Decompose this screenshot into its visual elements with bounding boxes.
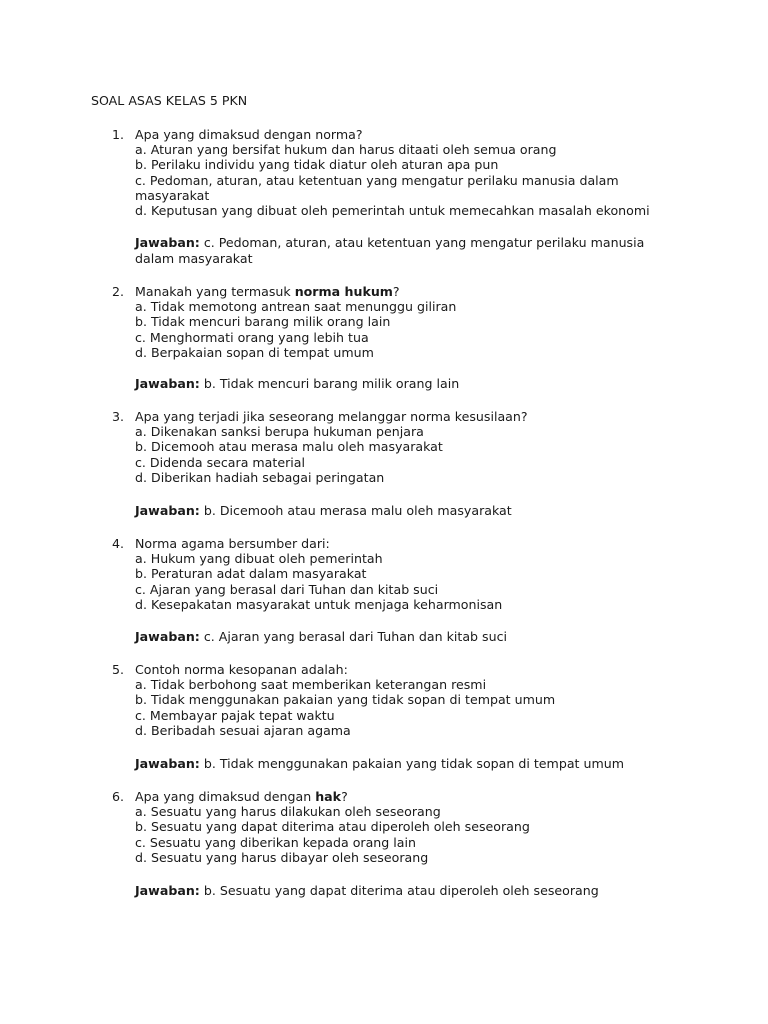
answer-label: Jawaban: xyxy=(135,376,200,391)
question-body xyxy=(135,789,665,865)
option-b: b. Tidak mencuri barang milik orang lain xyxy=(135,314,391,330)
answer-label: Jawaban: xyxy=(135,883,200,898)
option-c: c. Didenda secara material xyxy=(135,454,305,470)
option-c: c. Pedoman, aturan, atau ketentuan yang mengatur perilaku manusia dalam masyarakat xyxy=(135,172,619,203)
question-body xyxy=(135,536,665,612)
option-a: a. Tidak berbohong saat memberikan keterangan resmi xyxy=(135,677,487,693)
option-d: d. Sesuatu yang harus dibayar oleh seseorang xyxy=(135,849,429,865)
option-c: c. Ajaran yang berasal dari Tuhan dan kitab suci xyxy=(135,581,439,597)
answer-label: Jawaban: xyxy=(135,235,200,250)
answer-text: b. Sesuatu yang dapat diterima atau diperoleh oleh seseorang xyxy=(203,883,599,898)
stem-bold-term: hak xyxy=(315,789,342,804)
question-body xyxy=(135,409,665,485)
option-d: d. Berpakaian sopan di tempat umum xyxy=(135,344,374,360)
option-a: a. Sesuatu yang harus dilakukan oleh seseorang xyxy=(135,804,441,820)
question-number: 3. xyxy=(112,409,125,424)
question-number: 2. xyxy=(112,284,125,299)
answer-6 xyxy=(135,883,665,899)
stem-text: Apa yang dimaksud dengan xyxy=(135,789,316,804)
answer-1 xyxy=(135,235,655,266)
question-number: 5. xyxy=(112,662,125,677)
stem-bold-term: norma hukum xyxy=(294,284,393,299)
stem-text-end: ? xyxy=(341,789,348,804)
option-a: a. Dikenakan sanksi berupa hukuman penjara xyxy=(135,424,424,440)
answer-4 xyxy=(135,629,665,645)
question-stem: Apa yang dimaksud dengan norma? xyxy=(135,127,363,142)
option-c: c. Membayar pajak tepat waktu xyxy=(135,707,335,723)
question-body xyxy=(135,662,665,738)
option-a: a. Hukum yang dibuat oleh pemerintah xyxy=(135,551,383,567)
answer-text: b. Dicemooh atau merasa malu oleh masyarakat xyxy=(203,503,512,518)
option-c: c. Menghormati orang yang lebih tua xyxy=(135,329,369,345)
option-b: b. Sesuatu yang dapat diterima atau diperoleh oleh seseorang xyxy=(135,819,530,835)
question-number: 1. xyxy=(112,127,125,142)
option-b: b. Dicemooh atau merasa malu oleh masyarakat xyxy=(135,439,443,455)
option-b: b. Perilaku individu yang tidak diatur oleh aturan apa pun xyxy=(135,157,499,173)
answer-text: c. Pedoman, aturan, atau ketentuan yang mengatur perilaku manusia dalam masyarakat xyxy=(135,235,645,266)
question-body xyxy=(135,127,665,218)
option-d: d. Diberikan hadiah sebagai peringatan xyxy=(135,469,385,485)
question-stem xyxy=(135,284,665,299)
option-a: a. Aturan yang bersifat hukum dan harus ditaati oleh semua orang xyxy=(135,142,557,158)
answer-3 xyxy=(135,503,665,519)
stem-text-end: ? xyxy=(392,284,400,299)
option-d: d. Kesepakatan masyarakat untuk menjaga keharmonisan xyxy=(135,596,503,612)
answer-2 xyxy=(135,376,665,392)
answer-label: Jawaban: xyxy=(135,503,200,518)
answer-5 xyxy=(135,756,665,772)
document-title: SOAL ASAS KELAS 5 PKN xyxy=(91,93,248,108)
option-c: c. Sesuatu yang diberikan kepada orang lain xyxy=(135,834,416,850)
option-d: d. Keputusan yang dibuat oleh pemerintah untuk memecahkan masalah ekonomi xyxy=(135,203,650,219)
option-b: b. Peraturan adat dalam masyarakat xyxy=(135,566,367,582)
stem-text: Manakah yang termasuk xyxy=(135,284,295,299)
option-a: a. Tidak memotong antrean saat menunggu giliran xyxy=(135,299,457,315)
question-number: 4. xyxy=(112,536,125,551)
answer-text: b. Tidak menggunakan pakaian yang tidak sopan di tempat umum xyxy=(203,756,624,771)
question-stem: Norma agama bersumber dari: xyxy=(135,536,330,551)
question-stem: Contoh norma kesopanan adalah: xyxy=(135,662,348,677)
question-stem: Apa yang terjadi jika seseorang melanggar norma kesusilaan? xyxy=(135,409,528,424)
answer-text: c. Ajaran yang berasal dari Tuhan dan kitab suci xyxy=(203,629,508,644)
option-b: b. Tidak menggunakan pakaian yang tidak sopan di tempat umum xyxy=(135,692,556,708)
question-body xyxy=(135,284,665,360)
option-d: d. Beribadah sesuai ajaran agama xyxy=(135,722,351,738)
answer-label: Jawaban: xyxy=(135,629,200,644)
question-number: 6. xyxy=(112,789,125,804)
answer-label: Jawaban: xyxy=(135,756,200,771)
answer-text: b. Tidak mencuri barang milik orang lain xyxy=(203,376,460,391)
question-stem xyxy=(135,789,665,804)
